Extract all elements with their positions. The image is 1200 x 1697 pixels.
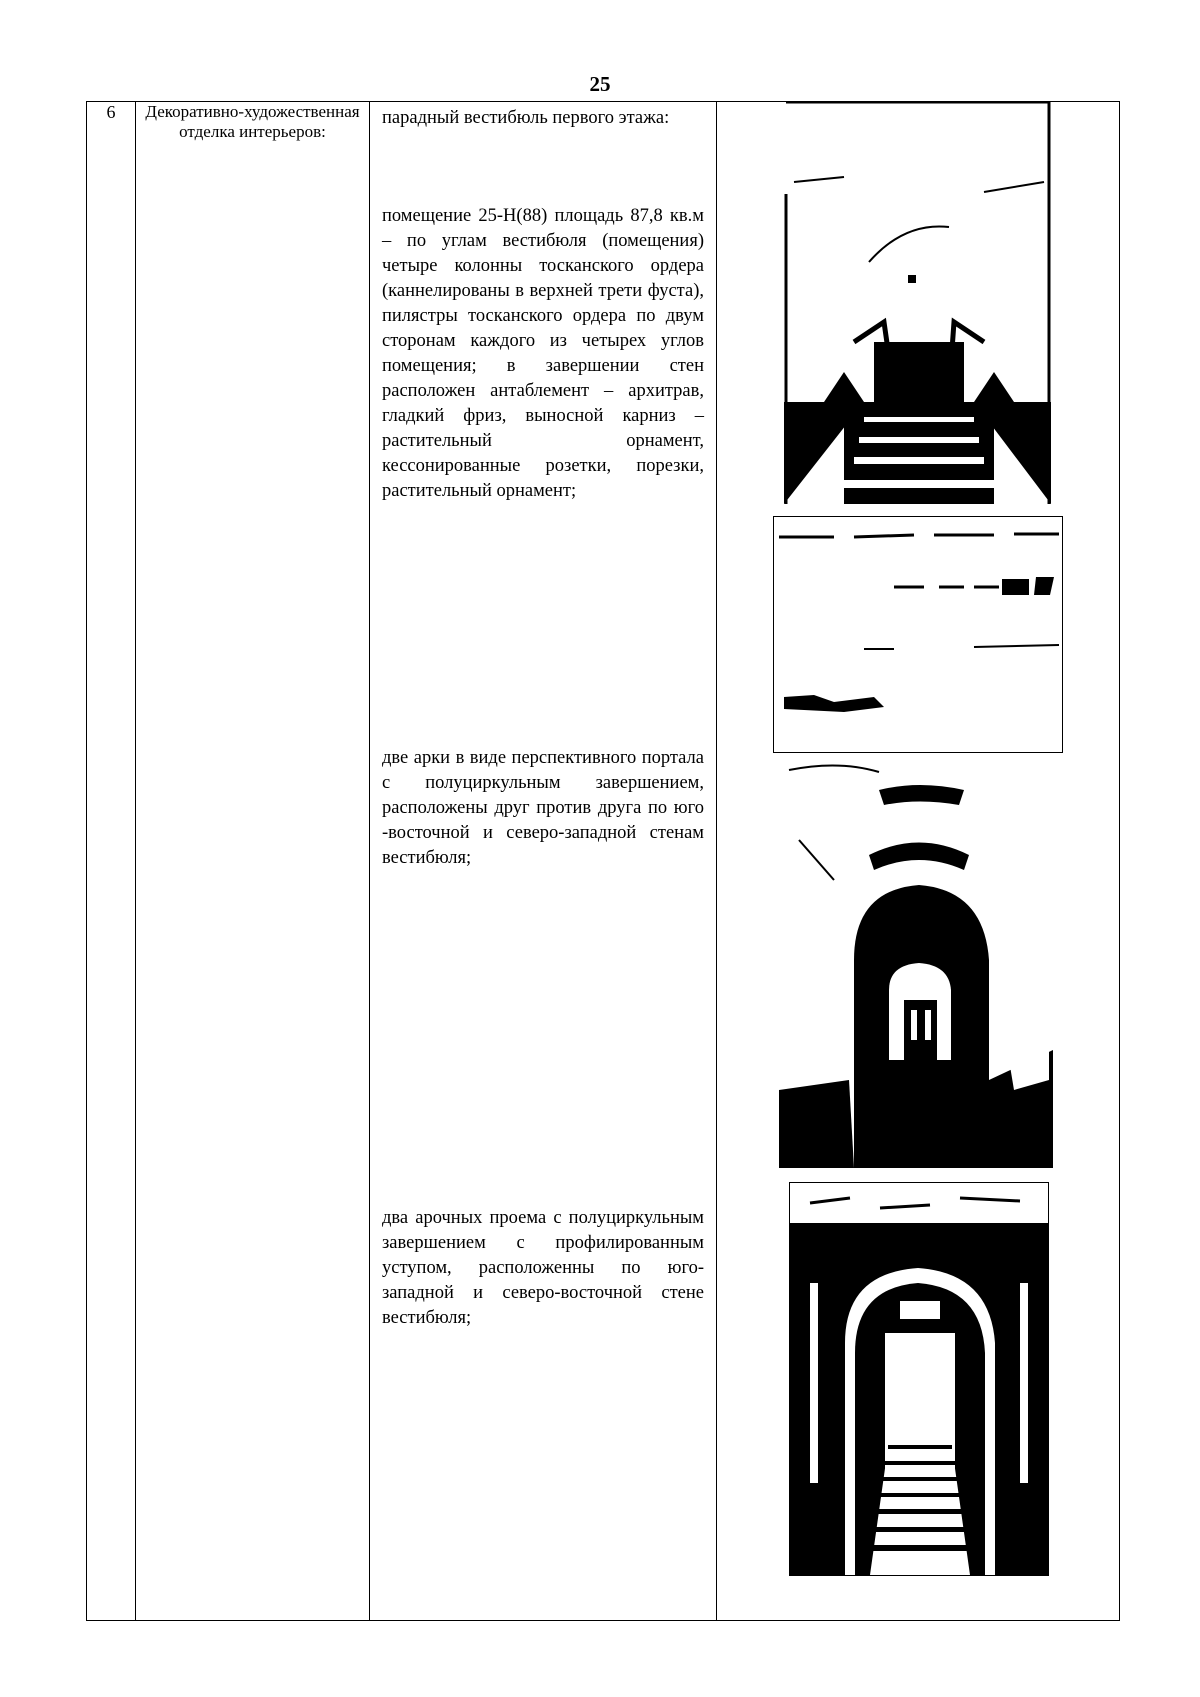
- paragraph-arched-openings: два арочных проема с полуциркульным завершением с профилированным уступом, расположенны по юго-западной и северо-восточной стене вестибюля;: [382, 1208, 704, 1328]
- row-number: 6: [106, 102, 116, 122]
- table-row: [87, 102, 1120, 1621]
- row-name-cell: [136, 102, 370, 1621]
- photo-vestibule-staircase: [784, 102, 1051, 504]
- paragraph-two-arches: две арки в виде перспективного портала с полуциркульным завершением, расположены друг против друга по юго -восточной и северо-западной стенам вестибюля;: [382, 748, 704, 868]
- row-name: Декоративно-художественная отделка интерьеров:: [145, 102, 360, 141]
- row-description-cell: [370, 102, 717, 1621]
- photo-arch-portal: [779, 760, 1053, 1168]
- paragraph-vestibule: парадный вестибюль первого этажа:: [382, 108, 670, 128]
- photo-arched-opening-stairs: [789, 1182, 1049, 1576]
- row-number-cell: [87, 102, 136, 1621]
- row-photos-cell: [717, 102, 1120, 1621]
- paragraph-room-25n88: помещение 25-Н(88) площадь 87,8 кв.м – по углам вестибюля (помещения) четыре колонны тосканского ордера (каннелированы в верхней трети фуста), пилястры тосканского ордера по двум сторонам каждого из четырех углов помещения; в завершении стен расположен антаблемент – архитрав, гладкий фриз, выносной карниз – растительный орнамент, кессонированные розетки, порезки, растительный орнамент;: [382, 206, 704, 501]
- page-number: 25: [589, 72, 611, 96]
- photo-cornice-detail: [773, 516, 1063, 753]
- heritage-table: [86, 101, 1120, 1621]
